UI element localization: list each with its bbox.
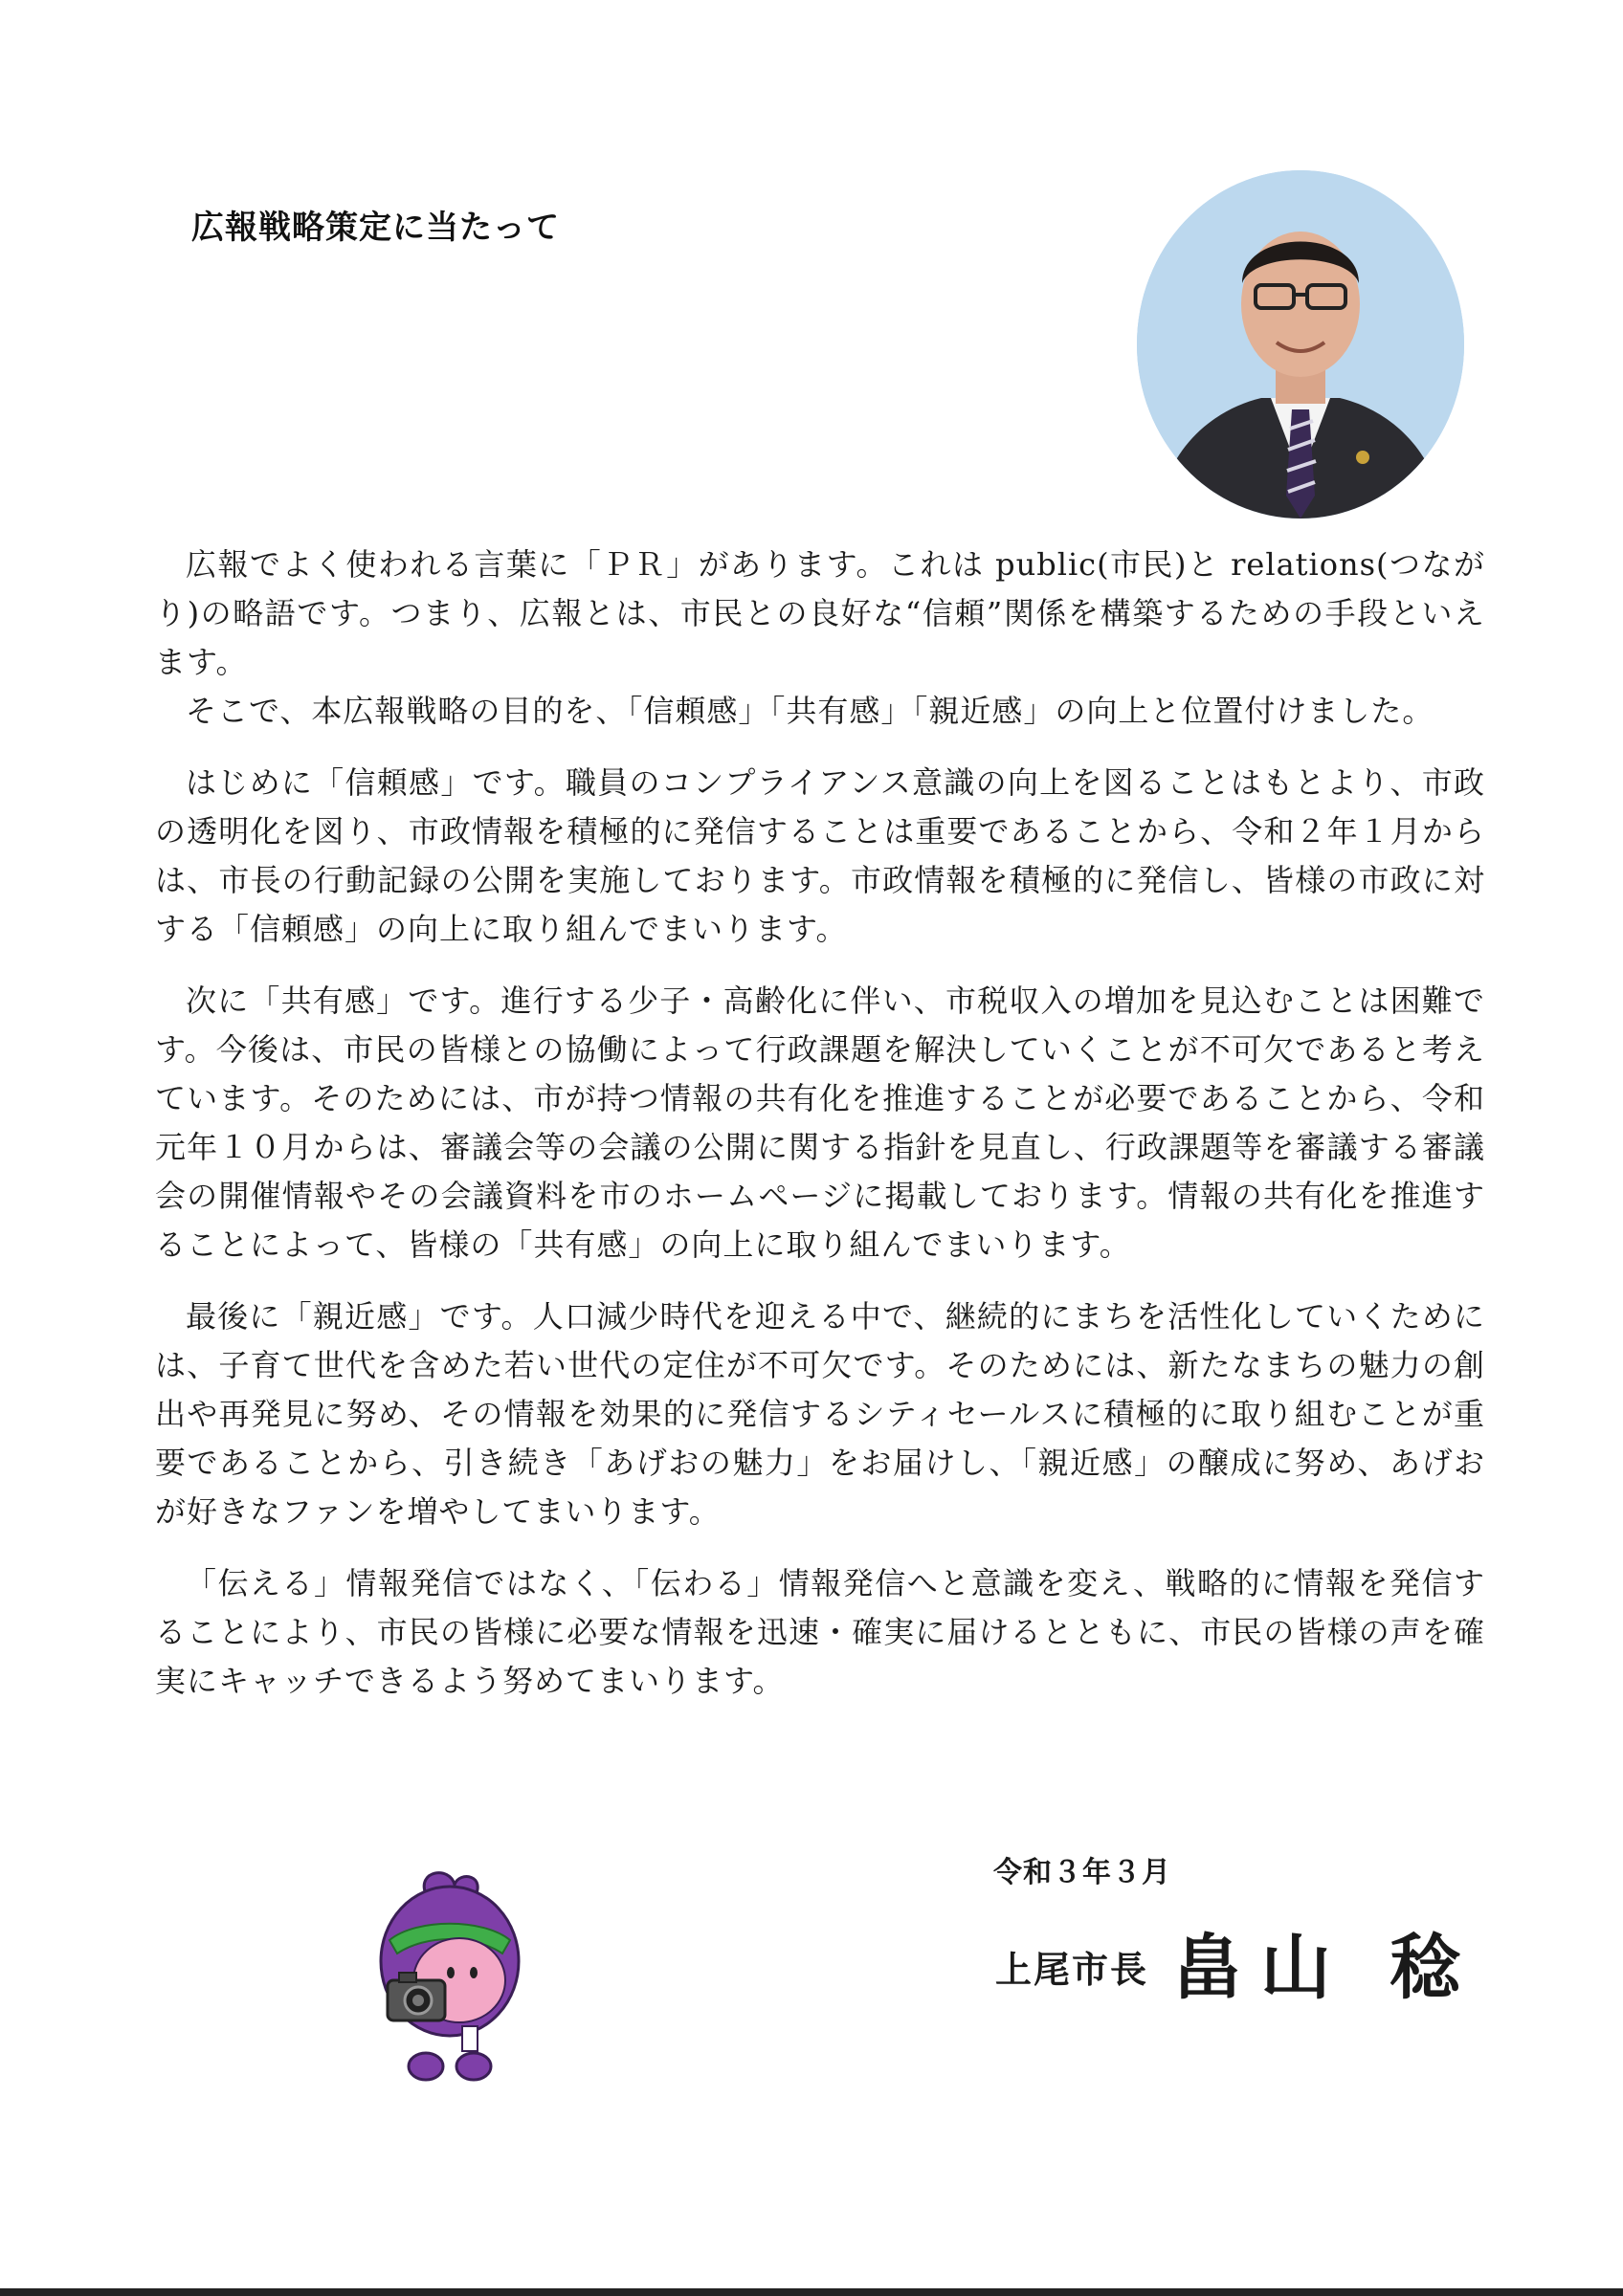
body-text xyxy=(155,541,1485,1729)
paragraph-purpose: そこで、本広報戦略の目的を、「信頼感」「共有感」「親近感」の向上と位置付けました。 xyxy=(186,693,1434,729)
paragraph-trust: はじめに「信頼感」です。職員のコンプライアンス意識の向上を図ることはもとより、市政の透明化を図り、市政情報を積極的に発信することは重要であることから、令和２年１月からは、市長の行動記録の公開を実施しております。市政情報を積極的に発信し、皆様の市政に対する「信頼感」の向上に取り組んでまいります。 xyxy=(155,764,1485,947)
signature-date: 令和３年３月 xyxy=(993,1856,1171,1889)
mayor-portrait xyxy=(1137,170,1464,519)
signature-title: 上尾市長 xyxy=(995,1948,1149,1991)
page-title: 広報戦略策定に当たって xyxy=(191,209,560,247)
mascot-camera-icon xyxy=(368,1866,531,2086)
paragraph-affinity: 最後に「親近感」です。人口減少時代を迎える中で、継続的にまちを活性化していくためには、子育て世代を含めた若い世代の定住が不可欠です。そのためには、新たなまちの魅力の創出や再発見に努め、その情報を効果的に発信するシティセールスに積極的に取り組むことが重要であることから、引き続き「あげおの魅力」をお届けし、「親近感」の醸成に努め、あげおが好きなファンを増やしてまいります。 xyxy=(155,1298,1485,1530)
paragraph-intro: 広報でよく使われる言葉に「ＰＲ」があります。これは public(市民)と relations(つながり)の略語です。つまり、広報とは、市民との良好な“信頼”関係を構築するための手段といえます。 xyxy=(155,546,1485,680)
paragraph-closing: 「伝える」情報発信ではなく、「伝わる」情報発信へと意識を変え、戦略的に情報を発信することにより、市民の皆様に必要な情報を迅速・確実に届けるとともに、市民の皆様の声を確実にキャッチできるよう努めてまいります。 xyxy=(155,1565,1485,1699)
paragraph-sharing: 次に「共有感」です。進行する少子・高齢化に伴い、市税収入の増加を見込むことは困難です。今後は、市民の皆様との協働によって行政課題を解決していくことが不可欠であると考えています。そのためには、市が持つ情報の共有化を推進することが必要であることから、令和元年１０月からは、審議会等の会議の公開に関する指針を見直し、行政課題等を審議する審議会の開催情報やその会議資料を市のホームページに掲載しております。情報の共有化を推進することによって、皆様の「共有感」の向上に取り組んでまいります。 xyxy=(155,982,1485,1263)
signature-name: 畠山 稔 xyxy=(1172,1927,1478,2009)
page-bottom-rule xyxy=(0,2288,1623,2296)
